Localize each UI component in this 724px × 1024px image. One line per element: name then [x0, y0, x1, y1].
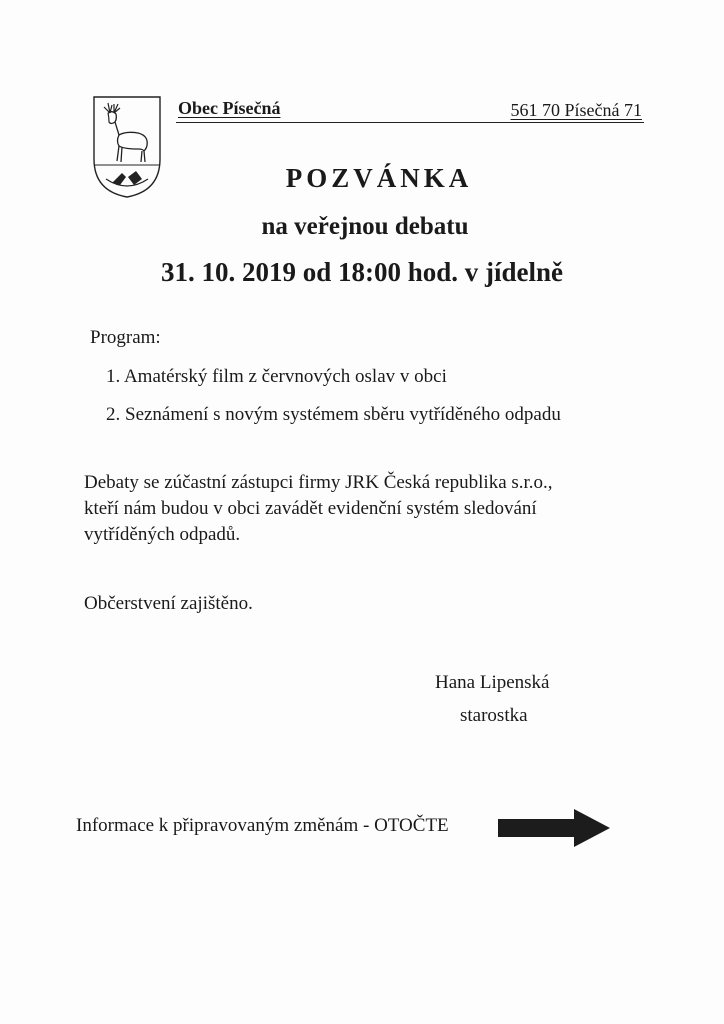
- municipality-name: Obec Písečná: [178, 98, 281, 118]
- invitation-subtitle: na veřejnou debatu: [261, 213, 469, 240]
- footer-note: Informace k připravovaným změnám - OTOČTE: [76, 815, 449, 836]
- signature-role: starostka: [460, 705, 528, 726]
- paragraph-line: vytříděných odpadů.: [84, 524, 241, 545]
- municipality-address: 561 70 Písečná 71: [510, 100, 642, 120]
- list-item: 2. Seznámení s novým systémem sběru vytříděného odpadu: [106, 404, 561, 425]
- program-list: [106, 364, 561, 440]
- event-date-line: 31. 10. 2019 od 18:00 hod. v jídelně: [160, 257, 564, 287]
- list-item: 1. Amatérský film z červnových oslav v obci: [106, 366, 447, 387]
- program-label: Program:: [90, 327, 161, 348]
- refreshment-note: Občerstvení zajištěno.: [84, 593, 253, 614]
- signature-name: Hana Lipenská: [435, 672, 550, 693]
- letterhead: [176, 96, 644, 123]
- paragraph-line: Debaty se zúčastní zástupci firmy JRK Česká republika s.r.o.,: [84, 472, 553, 493]
- arrow-right-icon: [496, 807, 612, 849]
- invitation-title: POZVÁNKA: [285, 163, 473, 193]
- info-paragraph: [84, 470, 644, 548]
- paragraph-line: kteří nám budou v obci zavádět evidenční systém sledování: [84, 498, 537, 519]
